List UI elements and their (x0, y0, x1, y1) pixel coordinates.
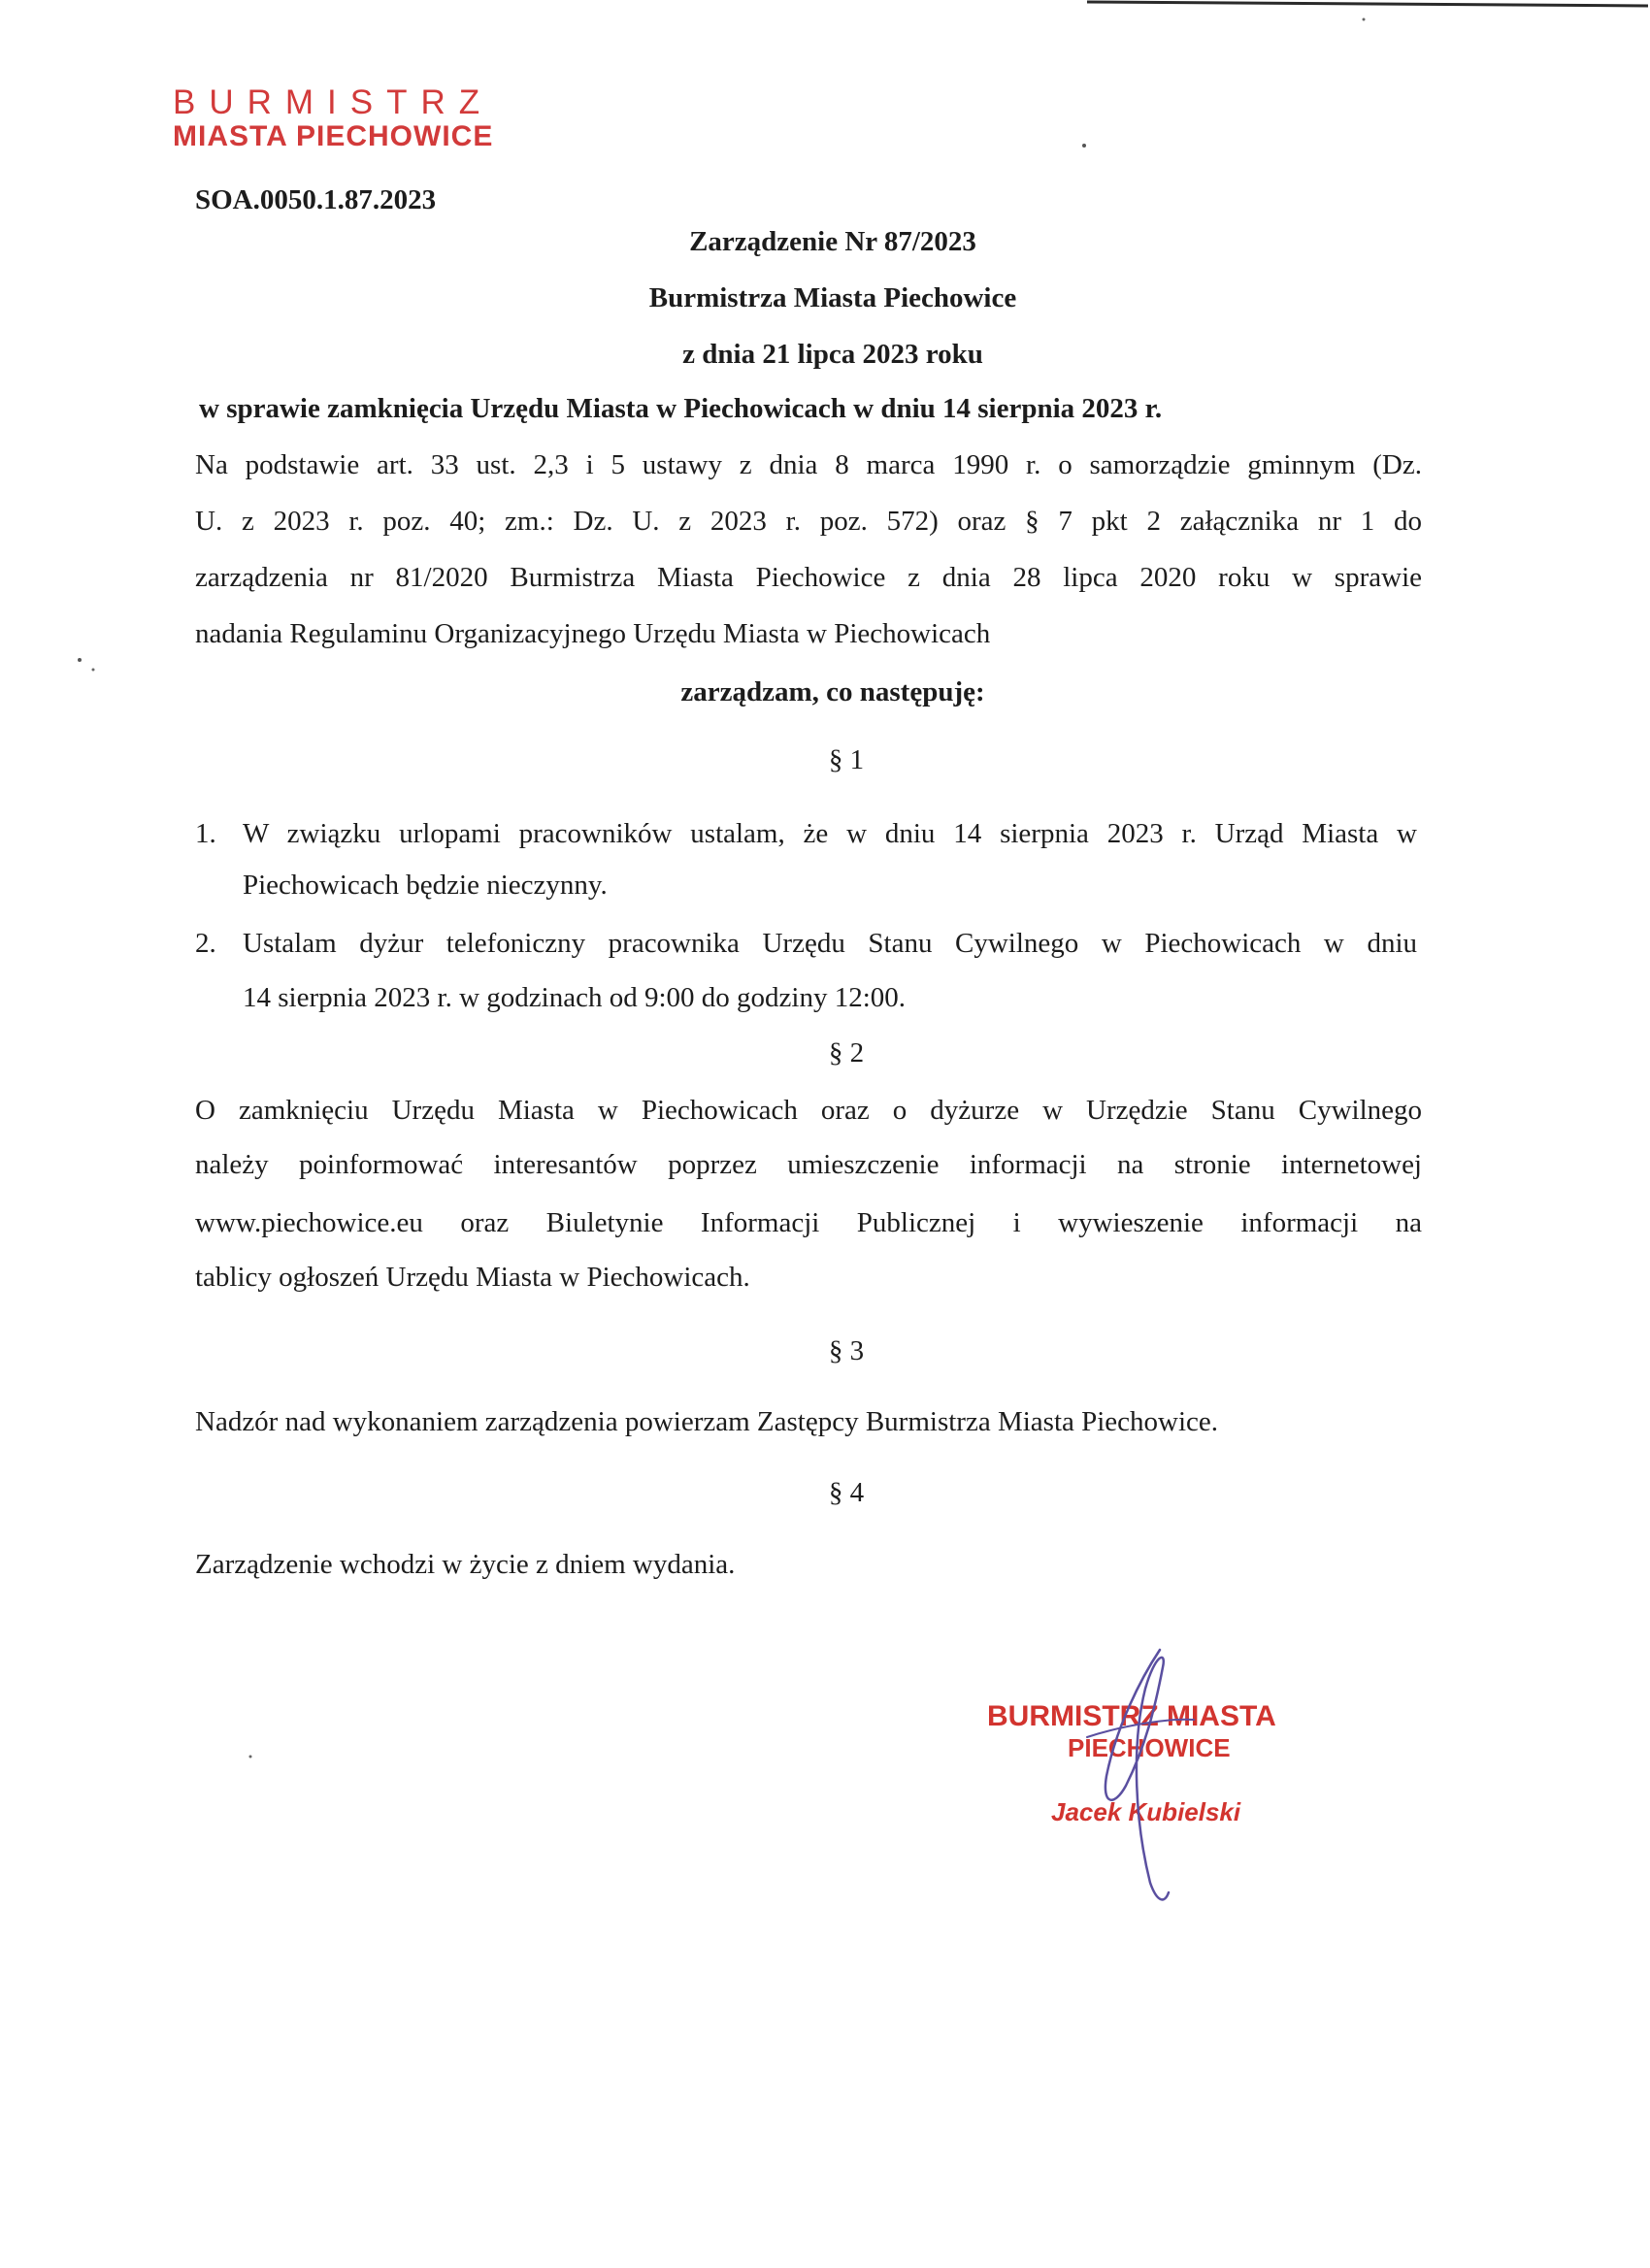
list-item-line: 14 sierpnia 2023 r. w godzinach od 9:00 do godziny 12:00. (243, 982, 907, 1013)
section-2-line: O zamknięciu Urzędu Miasta w Piechowicach oraz o dyżurze w Urzędzie Stanu Cywilnego (195, 1095, 1422, 1126)
list-item-line: W związku urlopami pracowników ustalam, że w dniu 14 sierpnia 2023 r. Urząd Miasta w (243, 818, 1417, 849)
section-4-heading: § 4 (828, 1477, 865, 1508)
section-2-line: www.piechowice.eu oraz Biuletynie Informacji Publicznej i wywieszenie informacji na (195, 1207, 1422, 1238)
section-2-heading: § 2 (828, 1037, 865, 1068)
section-3-text: Nadzór nad wykonaniem zarządzenia powierzam Zastępcy Burmistrza Miasta Piechowice. (195, 1406, 1219, 1437)
legal-basis-line: zarządzenia nr 81/2020 Burmistrza Miasta Piechowice z dnia 28 lipca 2020 roku w sprawie (195, 562, 1422, 593)
section-4-text: Zarządzenie wchodzi w życie z dniem wydania. (195, 1549, 736, 1580)
list-item-line: Ustalam dyżur telefoniczny pracownika Urzędu Stanu Cywilnego w Piechowicach w dniu (243, 928, 1417, 959)
legal-basis-line: nadania Regulaminu Organizacyjnego Urzędu Miasta w Piechowicach (195, 618, 991, 649)
document-title: Zarządzenie Nr 87/2023 (689, 226, 976, 257)
footer-stamp-line2: PIECHOWICE (1068, 1733, 1231, 1762)
document-subject: w sprawie zamknięcia Urzędu Miasta w Piechowicach w dniu 14 sierpnia 2023 r. (199, 393, 1163, 424)
section-3-heading: § 3 (828, 1335, 865, 1366)
legal-basis-line: U. z 2023 r. poz. 40; zm.: Dz. U. z 2023 r. poz. 572) oraz § 7 pkt 2 załącznika nr 1 do (195, 506, 1422, 537)
document-issuer: Burmistrza Miasta Piechowice (648, 282, 1017, 313)
list-item-number: 2. (195, 928, 216, 959)
header-stamp-line1: BURMISTRZ (173, 83, 494, 121)
reference-number: SOA.0050.1.87.2023 (195, 184, 437, 215)
footer-stamp-line1: BURMISTRZ MIASTA (987, 1700, 1276, 1732)
section-2-line: należy poinformować interesantów poprzez umieszczenie informacji na stronie internetowej (195, 1149, 1422, 1180)
decree-statement: zarządzam, co następuję: (680, 676, 985, 707)
list-item-line: Piechowicach będzie nieczynny. (243, 870, 608, 901)
footer-stamp-name: Jacek Kubielski (1051, 1797, 1241, 1826)
document-date: z dnia 21 lipca 2023 roku (682, 339, 983, 370)
list-item-number: 1. (195, 818, 216, 849)
section-2-line: tablicy ogłoszeń Urzędu Miasta w Piechowicach. (195, 1262, 750, 1293)
section-1-heading: § 1 (828, 744, 865, 775)
header-stamp-line2: MIASTA PIECHOWICE (173, 120, 494, 152)
legal-basis-line: Na podstawie art. 33 ust. 2,3 i 5 ustawy z dnia 8 marca 1990 r. o samorządzie gminnym (Dz. (195, 449, 1422, 480)
